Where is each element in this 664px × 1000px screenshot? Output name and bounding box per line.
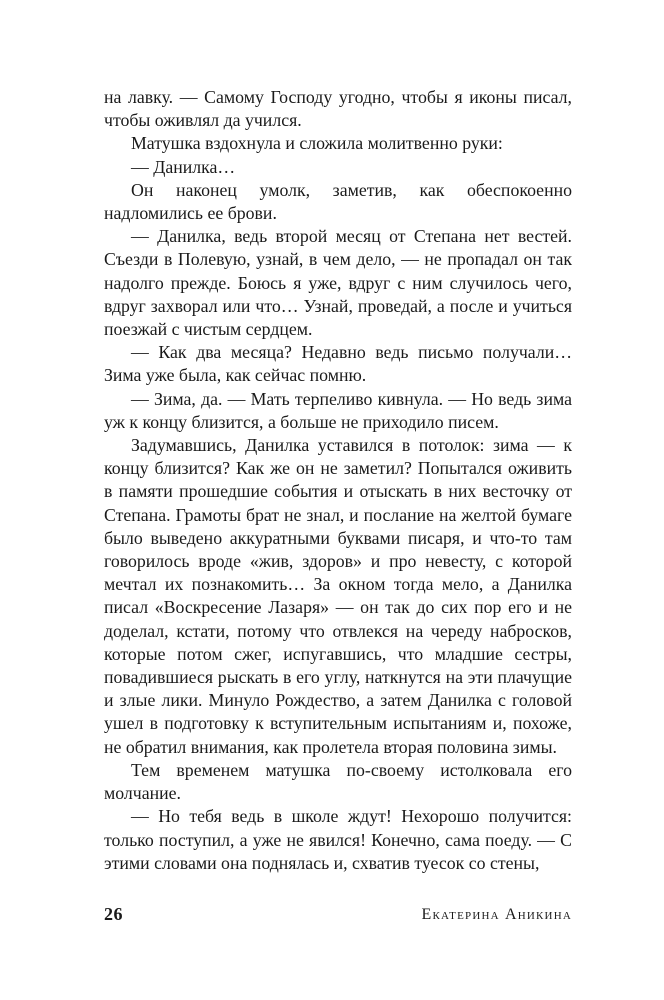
paragraph: — Данилка… xyxy=(131,156,236,177)
paragraph: — Зима, да. — Мать терпеливо кивнула. — Но ведь зима уж к концу близится, а больше не приходило писем. xyxy=(104,388,572,432)
paragraph: Задумавшись, Данилка уставился в потолок: зима — к концу близится? Как же он не заметил? Попытался оживить в памяти прошедшие события и отыскать в них весточку от Степана. Грамоты брат не знал, и послание на желтой бумаге было выведено аккуратными буквами писаря, и что-то там говорилось вроде «жив, здоров» и про невесту, с которой мечтал их познакомить… За окном тогда мело, а Данилка писал «Воскресение Лазаря» — он так до сих пор его и не доделал, кстати, потому что отвлекся на череду набросков, которые потом сжег, испугавшись, что младшие сестры, повадившиеся рыскать в его углу, наткнутся на эти плачущие и злые лики. Минуло Рождество, а затем Данилка с головой ушел в подготовку к вступительным испытаниям и, похоже, не обратил внимания, как пролетела вторая половина зимы. xyxy=(104,435,572,757)
paragraph-continued: на лавку. — Самому Господу угодно, чтобы я иконы писал, чтобы оживлял да учился. xyxy=(104,87,572,131)
paragraph: — Данилка, ведь второй месяц от Степана нет вестей. Съезди в Полевую, узнай, в чем дело, — не пропадал он так надолго прежде. Боюсь я уже, вдруг с ним случилось чего, вдруг захворал или что… Узнай, проведай, а после и учиться поезжай с чистым сердцем. xyxy=(104,226,572,340)
paragraph: Он наконец умолк, заметив, как обеспокоенно надломились ее брови. xyxy=(104,179,572,224)
body-text xyxy=(104,86,572,875)
paragraph: Тем временем матушка по-своему истолковала его молчание. xyxy=(104,759,572,804)
running-head-author: Екатерина Аникина xyxy=(421,906,572,923)
page-number: 26 xyxy=(104,904,123,924)
paragraph: Матушка вздохнула и сложила молитвенно руки: xyxy=(131,133,503,154)
page-footer xyxy=(104,904,572,928)
paragraph: — Как два месяца? Недавно ведь письмо получали… Зима уже была, как сейчас помню. xyxy=(104,342,572,386)
paragraph: — Но тебя ведь в школе ждут! Нехорошо получится: только поступил, а уже не явился! Конечно, сама поеду. — С этими словами она поднялась и, схватив туесок со стены, xyxy=(104,806,572,873)
